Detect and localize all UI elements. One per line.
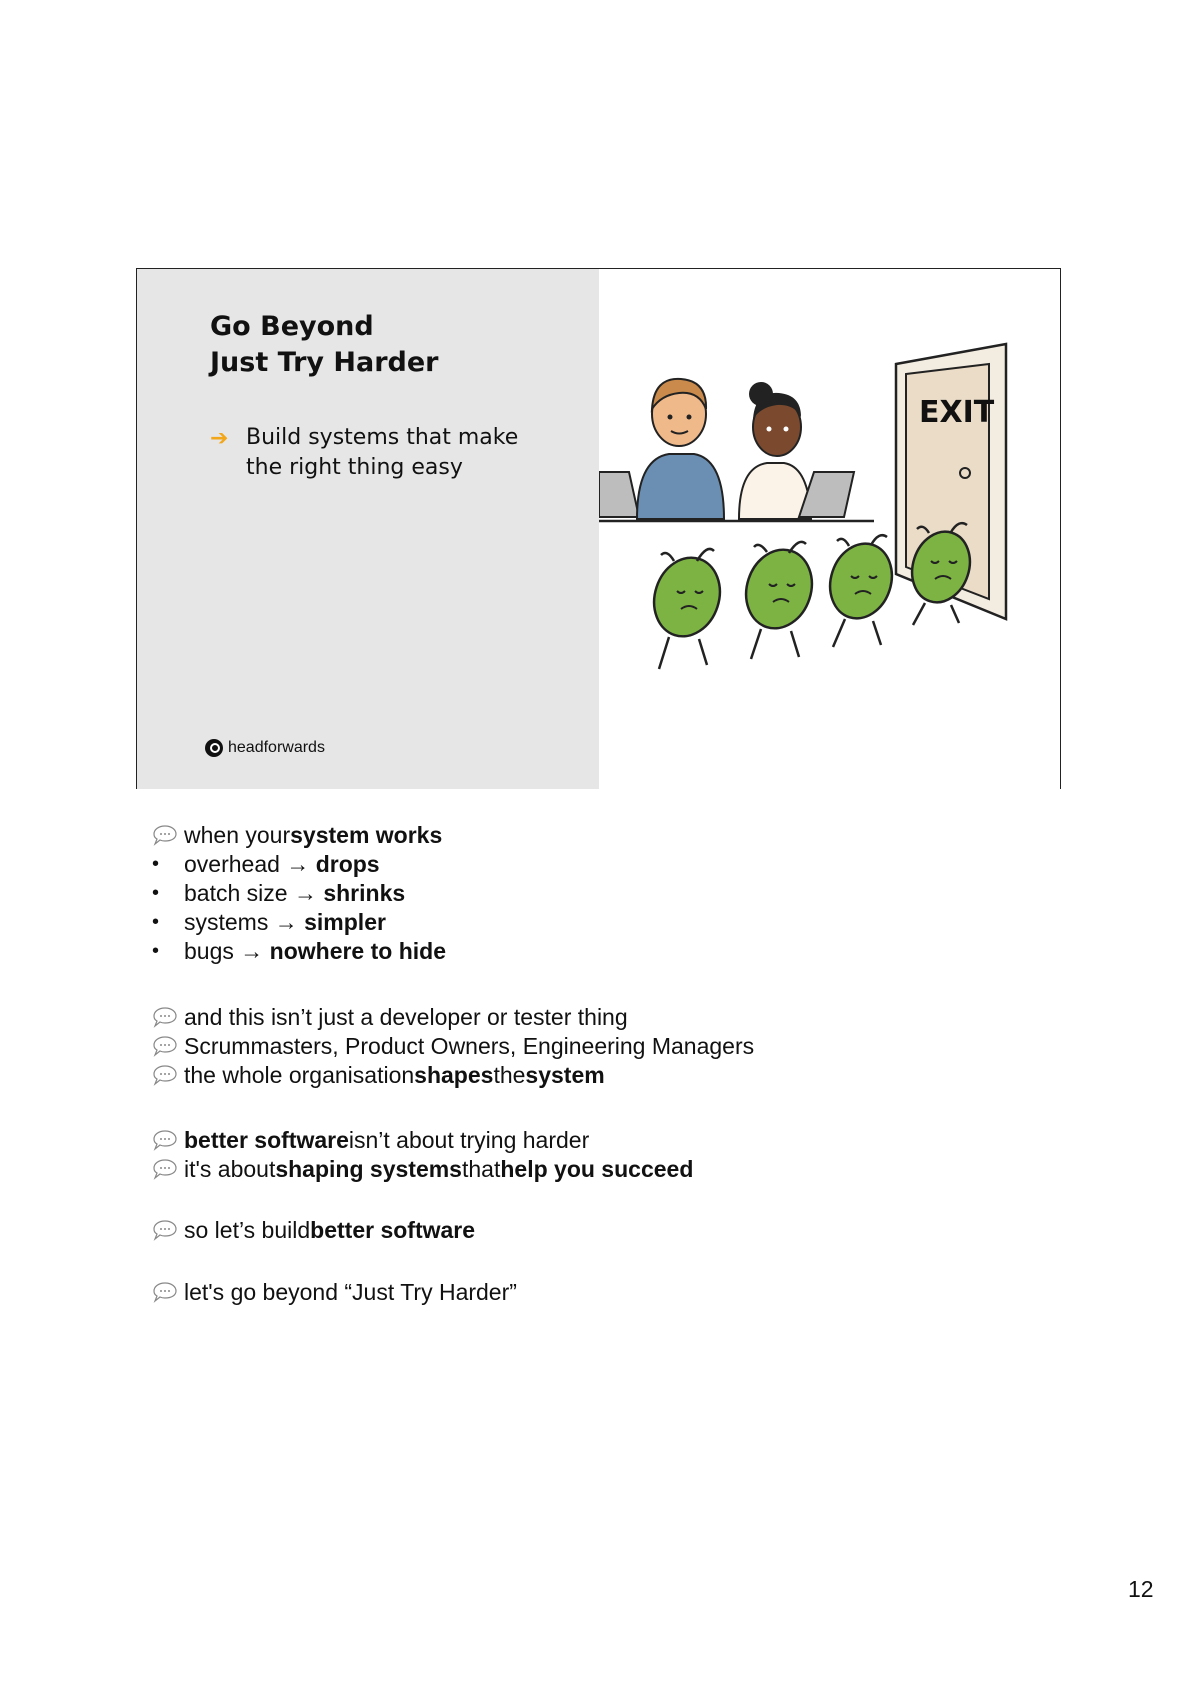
laptop-left-icon	[599, 472, 639, 517]
note-line	[152, 1060, 605, 1090]
speech-bubble-icon	[152, 1035, 178, 1057]
bullet-left: overhead	[184, 850, 280, 877]
note-bold: shaping systems	[275, 1155, 462, 1182]
speech-bubble-icon	[152, 1158, 178, 1180]
developers-bugs-exit-illustration	[599, 269, 1061, 789]
note-text: so let’s build	[184, 1216, 311, 1243]
note-text: isn’t about trying harder	[348, 1126, 590, 1153]
bullet-right: drops	[315, 850, 380, 877]
list-item	[152, 936, 446, 966]
bug-1-icon	[644, 549, 730, 669]
speech-bubble-icon	[152, 824, 178, 846]
bullet-left: batch size	[184, 879, 288, 906]
bullet-icon: •	[152, 910, 160, 933]
note-bold: help you succeed	[500, 1155, 694, 1182]
bullet-right: nowhere to hide	[269, 937, 446, 964]
bullet-icon: •	[152, 939, 160, 962]
speech-bubble-icon	[152, 1064, 178, 1086]
list-item	[152, 849, 380, 879]
speech-bubble-icon	[152, 1006, 178, 1028]
exit-sign: EXIT	[919, 395, 995, 430]
note-text: that	[461, 1155, 501, 1182]
speech-bubble-icon	[152, 1129, 178, 1151]
note-bold: system works	[290, 821, 443, 848]
bullet-left: systems	[184, 908, 269, 935]
bullet-left: bugs	[184, 937, 234, 964]
note-text: the whole organisation	[184, 1061, 415, 1088]
note-line	[152, 820, 442, 850]
slide-title: Go Beyond Just Try Harder	[210, 311, 439, 378]
note-bold: system	[525, 1061, 605, 1088]
note-line	[152, 1277, 517, 1307]
note-text: Scrummasters, Product Owners, Engineering Managers	[184, 1032, 755, 1059]
note-line	[152, 1154, 693, 1184]
headforwards-logo	[205, 739, 325, 757]
note-line	[152, 1002, 628, 1032]
bullet-icon: •	[152, 881, 160, 904]
logo-text: headforwards	[228, 739, 325, 756]
bug-3-icon	[821, 535, 902, 647]
bug-2-icon	[736, 541, 822, 659]
laptop-right-icon	[799, 472, 854, 517]
arrow-icon: →	[286, 850, 310, 877]
arrow-icon: →	[293, 879, 317, 906]
speech-bubble-icon	[152, 1281, 178, 1303]
head-logo-icon	[205, 739, 223, 757]
bullet-right: simpler	[304, 908, 386, 935]
note-line	[152, 1215, 475, 1245]
slide-bullet-text: Build systems that make the right thing easy	[246, 425, 519, 480]
slide-text-panel	[137, 269, 599, 789]
note-text: let's go beyond “Just Try Harder”	[184, 1278, 517, 1305]
note-bold: better software	[184, 1126, 349, 1153]
slide-thumbnail	[136, 268, 1061, 789]
speech-bubble-icon	[152, 1219, 178, 1241]
bullet-right: shrinks	[323, 879, 406, 906]
arrow-icon: →	[274, 908, 298, 935]
slide-bullet	[210, 423, 536, 483]
note-text: the	[493, 1061, 526, 1088]
arrow-icon: →	[240, 937, 264, 964]
note-text: and this isn’t just a developer or tester thing	[184, 1003, 628, 1030]
note-line	[152, 1125, 589, 1155]
note-line	[152, 1031, 754, 1061]
list-item	[152, 907, 386, 937]
list-item	[152, 878, 405, 908]
note-bold: shapes	[414, 1061, 494, 1088]
developer-2-icon	[739, 382, 811, 519]
developer-1-icon	[637, 379, 724, 519]
note-text: it's about	[184, 1155, 276, 1182]
arrow-right-icon: ➔	[210, 425, 229, 450]
note-bold: better software	[310, 1216, 476, 1243]
page-number: 12	[1128, 1576, 1154, 1602]
bullet-icon: •	[152, 852, 160, 875]
note-text: when your	[184, 821, 291, 848]
